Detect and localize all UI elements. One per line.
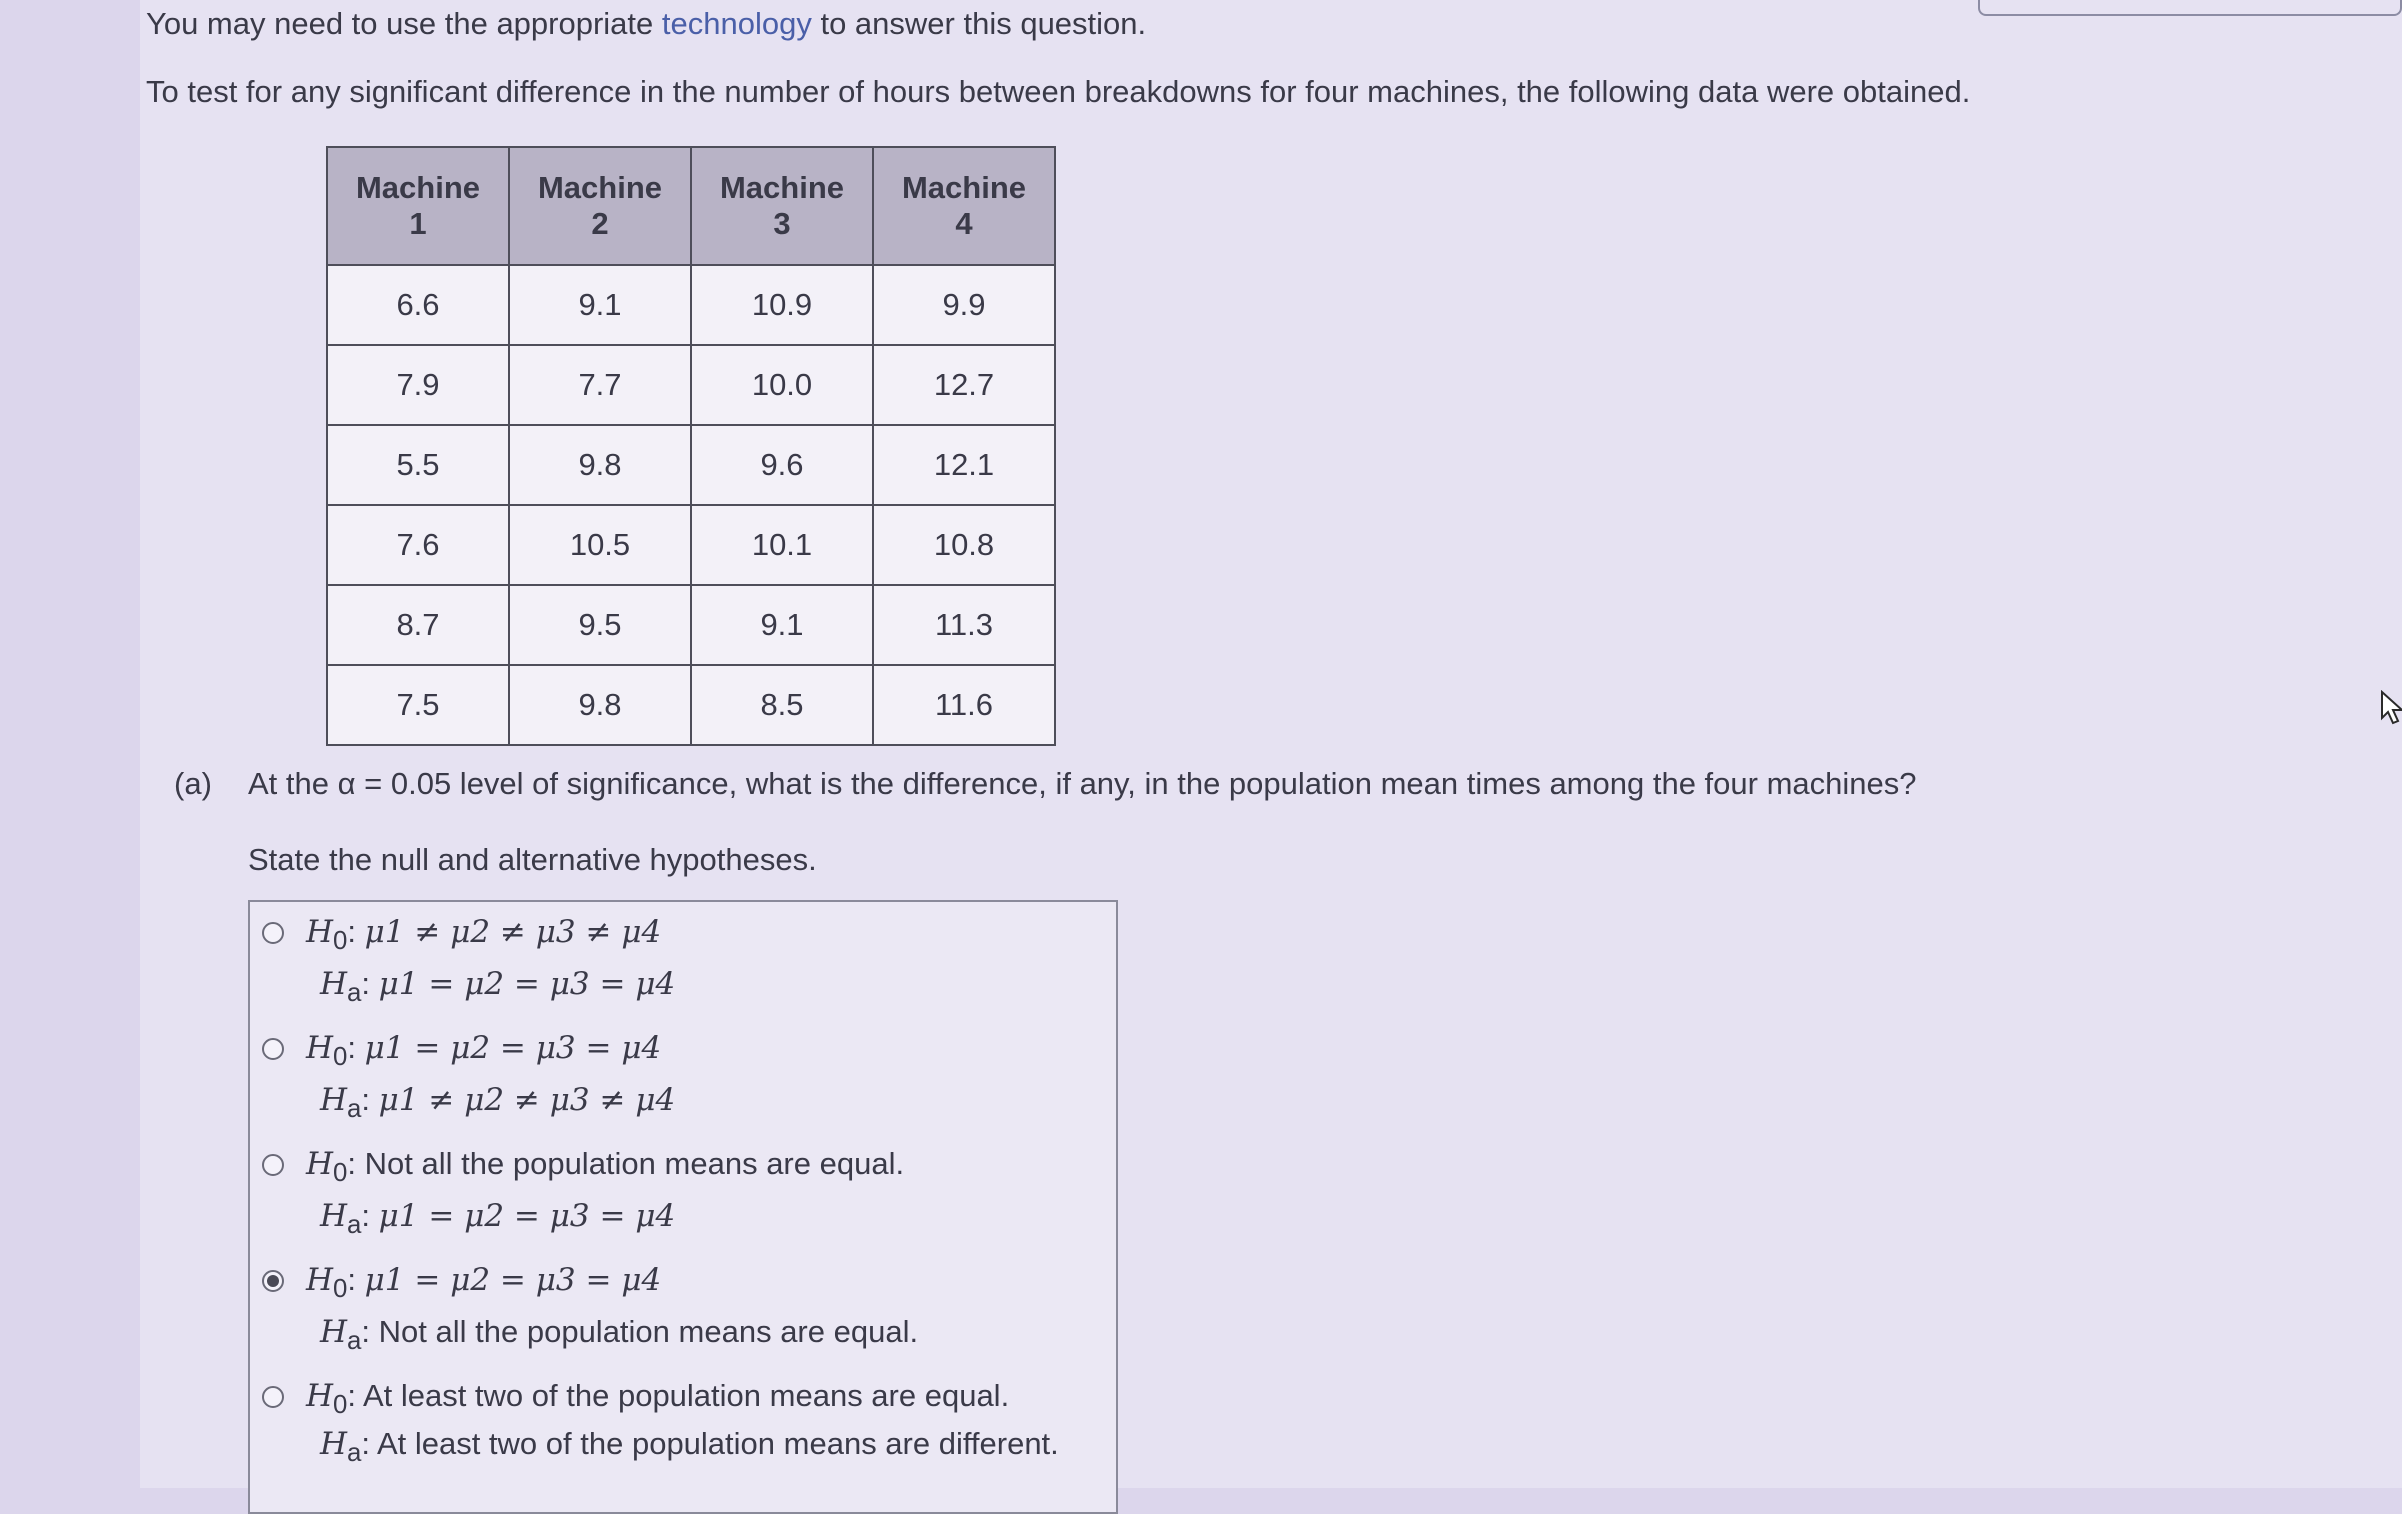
table-cell: 10.1 xyxy=(691,505,873,585)
table-cell: 5.5 xyxy=(327,425,509,505)
table-cell: 12.7 xyxy=(873,345,1055,425)
question-text: At the α = 0.05 level of significance, what is the difference, if any, in the population mean times among the four machines? xyxy=(248,766,1917,801)
intro-text: You may need to use the appropriate technology to answer this question. xyxy=(146,6,1147,41)
option-5-h0: At least two of the population means are equal. xyxy=(362,1378,1010,1413)
table-cell: 10.0 xyxy=(691,345,873,425)
table-row xyxy=(327,425,1055,505)
table-cell: 7.6 xyxy=(327,505,509,585)
table-cell: 8.5 xyxy=(691,665,873,745)
option-2-ha: μ1 ≠ μ2 ≠ μ3 ≠ μ4 xyxy=(378,1082,676,1118)
column-header: Machine 3 xyxy=(691,147,873,265)
question-label: (a) xyxy=(174,766,212,801)
table-cell: 12.1 xyxy=(873,425,1055,505)
instruction-text: State the null and alternative hypotheses. xyxy=(248,842,817,877)
radio-button[interactable] xyxy=(262,1038,284,1060)
option-3-ha: μ1 = μ2 = μ3 = μ4 xyxy=(378,1198,676,1234)
option-3-h0: Not all the population means are equal. xyxy=(364,1146,905,1181)
hypotheses-choices: $H_0$: μ1 ≠ μ2 ≠ μ3 ≠ μ4 $H_a$: μ1 = μ2 = μ3 = μ4 $H_0$: μ1 = μ2 = μ3 = μ4 $H_a$: μ1 ≠ μ2 ≠ μ3 ≠ μ4 $H_0$: Not all the population means are equal. $H_a$: μ1 = μ2 = μ3 = μ4 $H_0$: μ1 = μ2 = μ3 = μ4 $H_a$: Not all the population means are equal. $H_0$: At least two of the population means are equal. $H_a$: At least two of the population means are different. xyxy=(248,900,1118,1514)
table-cell: 8.7 xyxy=(327,585,509,665)
column-header: Machine 2 xyxy=(509,147,691,265)
table-cell: 11.6 xyxy=(873,665,1055,745)
table-row xyxy=(327,265,1055,345)
table-cell: 7.5 xyxy=(327,665,509,745)
radio-button[interactable] xyxy=(262,1154,284,1176)
mouse-pointer-icon xyxy=(2380,690,2402,726)
table-cell: 7.9 xyxy=(327,345,509,425)
table-cell: 10.9 xyxy=(691,265,873,345)
table-cell: 10.8 xyxy=(873,505,1055,585)
question-a xyxy=(174,766,1917,802)
radio-button[interactable] xyxy=(262,922,284,944)
table-cell: 7.7 xyxy=(509,345,691,425)
column-header: Machine 4 xyxy=(873,147,1055,265)
option-1-ha: μ1 = μ2 = μ3 = μ4 xyxy=(378,966,676,1002)
technology-link[interactable]: technology xyxy=(661,6,812,41)
column-header: Machine 1 xyxy=(327,147,509,265)
top-panel-edge xyxy=(1978,0,2402,16)
table-row xyxy=(327,665,1055,745)
option-4-h0: μ1 = μ2 = μ3 = μ4 xyxy=(364,1262,662,1298)
table-cell: 9.6 xyxy=(691,425,873,505)
table-cell: 6.6 xyxy=(327,265,509,345)
table-cell: 9.8 xyxy=(509,665,691,745)
table-cell: 10.5 xyxy=(509,505,691,585)
machine-data-table xyxy=(326,146,1056,746)
table-cell: 11.3 xyxy=(873,585,1055,665)
problem-description: To test for any significant difference in the number of hours between breakdowns for four machines, the following data were obtained. xyxy=(146,74,1971,109)
table-row xyxy=(327,345,1055,425)
option-5-ha: At least two of the population means are different. xyxy=(376,1426,1059,1461)
option-4-ha: Not all the population means are equal. xyxy=(378,1314,919,1349)
table-cell: 9.1 xyxy=(691,585,873,665)
table-cell: 9.8 xyxy=(509,425,691,505)
question-page xyxy=(140,0,2402,1488)
table-row xyxy=(327,505,1055,585)
radio-button-selected[interactable] xyxy=(262,1270,284,1292)
table-cell: 9.1 xyxy=(509,265,691,345)
table-cell: 9.9 xyxy=(873,265,1055,345)
option-2-h0: μ1 = μ2 = μ3 = μ4 xyxy=(364,1030,662,1066)
table-row xyxy=(327,585,1055,665)
table-cell: 9.5 xyxy=(509,585,691,665)
option-1-h0: μ1 ≠ μ2 ≠ μ3 ≠ μ4 xyxy=(364,914,662,950)
radio-button[interactable] xyxy=(262,1386,284,1408)
